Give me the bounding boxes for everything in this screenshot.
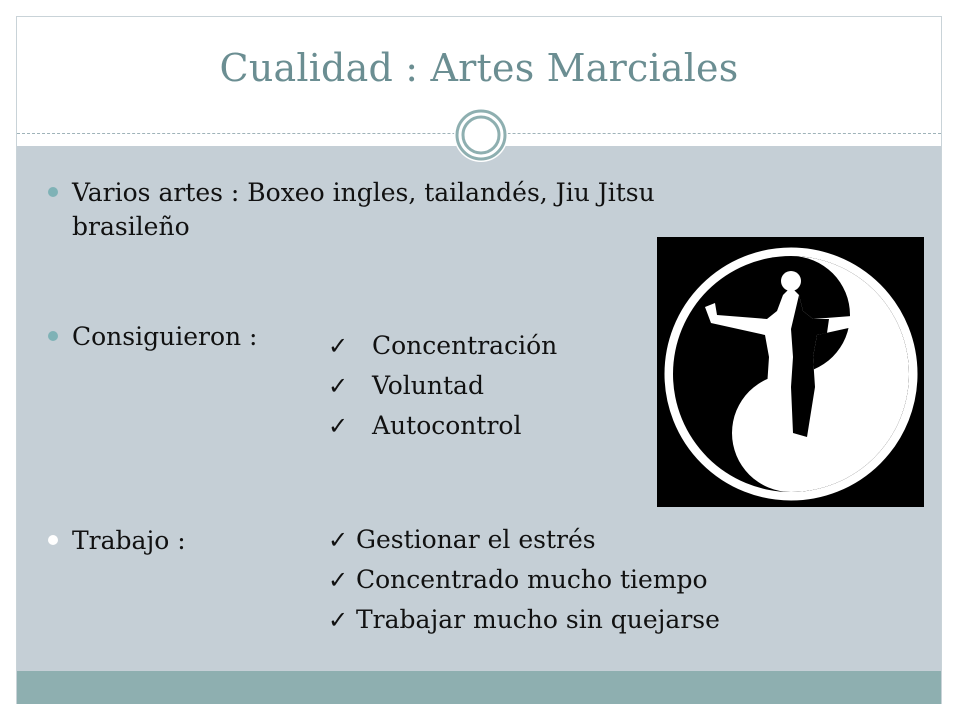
checklist-item-label: Concentración [372, 331, 558, 360]
slide-title: Cualidad : Artes Marciales [219, 46, 739, 90]
footer-band [17, 671, 941, 704]
checklist-item-label: Autocontrol [372, 411, 522, 440]
bullet-text-line2: brasileño [72, 212, 190, 241]
check-icon: ✓ [328, 526, 349, 554]
checklist-item-label: Concentrado mucho tiempo [356, 565, 708, 594]
bullet-text: Trabajo : [72, 526, 186, 555]
yin-yang-human-figure-icon [657, 237, 924, 507]
bullet-dot [48, 187, 58, 197]
bullet-dot [48, 535, 58, 545]
check-icon: ✓ [328, 372, 349, 400]
check-icon: ✓ [328, 566, 349, 594]
check-icon: ✓ [328, 332, 349, 360]
check-icon: ✓ [328, 606, 349, 634]
check-icon: ✓ [328, 412, 349, 440]
bullet-text: Consiguieron : [72, 322, 258, 351]
checklist-item-label: Gestionar el estrés [356, 525, 596, 554]
checklist-item-label: Voluntad [372, 371, 484, 400]
checklist-item-label: Trabajar mucho sin quejarse [356, 605, 720, 634]
bullet-dot [48, 331, 58, 341]
ring-ornament-icon [454, 108, 508, 162]
bullet-text-line1: Varios artes : Boxeo ingles, tailandés, Jiu Jitsu [72, 178, 655, 207]
